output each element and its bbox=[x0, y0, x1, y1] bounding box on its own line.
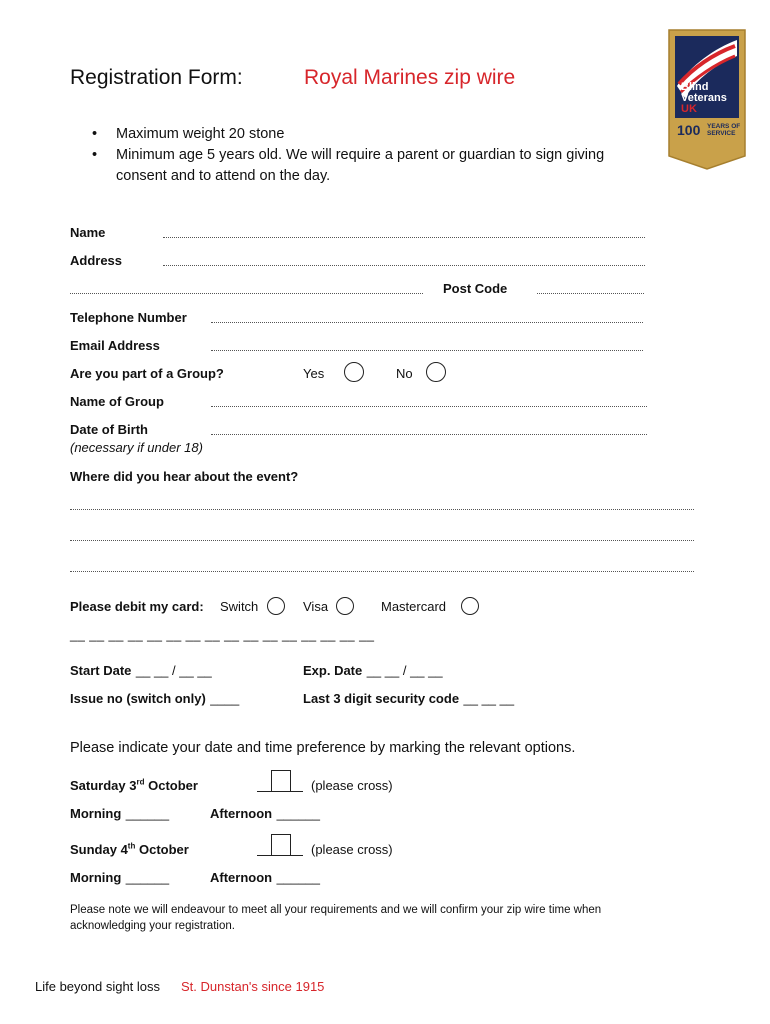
hear-field-2[interactable] bbox=[70, 540, 694, 541]
saturday-afternoon-field[interactable]: ______ bbox=[276, 806, 320, 821]
issue-label: Issue no (switch only) bbox=[70, 691, 206, 706]
visa-label: Visa bbox=[303, 599, 329, 614]
saturday-morning-row bbox=[70, 805, 169, 823]
saturday-please-cross: (please cross) bbox=[311, 778, 393, 793]
switch-label: Switch bbox=[220, 599, 259, 614]
sunday-label: Sunday 4th October bbox=[70, 841, 189, 857]
start-date-label: Start Date bbox=[70, 663, 132, 678]
exp-date-label: Exp. Date bbox=[303, 663, 363, 678]
email-field[interactable] bbox=[211, 350, 643, 351]
saturday-morning-label: Morning bbox=[70, 806, 122, 821]
form-title: Registration Form: bbox=[70, 66, 243, 89]
saturday-afternoon-row bbox=[210, 805, 320, 823]
group-name-label: Name of Group bbox=[70, 394, 164, 409]
sunday-morning-field[interactable]: ______ bbox=[125, 870, 170, 885]
yes-radio[interactable] bbox=[344, 362, 364, 382]
address-label: Address bbox=[70, 253, 123, 268]
address-field-1[interactable] bbox=[163, 265, 645, 266]
debit-label: Please debit my card: bbox=[70, 599, 204, 614]
no-radio[interactable] bbox=[426, 362, 446, 382]
start-date-field[interactable]: __ __ / __ __ bbox=[135, 663, 212, 678]
name-field[interactable] bbox=[163, 237, 645, 238]
exp-date-field[interactable]: __ __ / __ __ bbox=[366, 663, 443, 678]
mastercard-radio[interactable] bbox=[461, 597, 479, 615]
logo-line1: Blind bbox=[681, 81, 709, 93]
requirements-list bbox=[70, 124, 650, 187]
sunday-cross-box[interactable] bbox=[271, 834, 291, 856]
security-label: Last 3 digit security code bbox=[303, 691, 460, 706]
saturday-afternoon-label: Afternoon bbox=[210, 806, 273, 821]
dob-field[interactable] bbox=[211, 434, 647, 435]
exp-date-row bbox=[303, 662, 443, 680]
postcode-label: Post Code bbox=[443, 281, 508, 296]
logo-years: 100 bbox=[677, 122, 701, 138]
yes-label: Yes bbox=[303, 366, 325, 381]
dob-note: (necessary if under 18) bbox=[70, 440, 203, 455]
logo-service: SERVICE bbox=[707, 130, 736, 137]
requirement-item: • Maximum weight 20 stone bbox=[92, 126, 285, 142]
footer-since: St. Dunstan's since 1915 bbox=[181, 979, 325, 994]
preferences-intro: Please indicate your date and time preference by marking the relevant options. bbox=[70, 740, 576, 756]
security-field[interactable]: __ __ __ bbox=[463, 691, 515, 706]
confirmation-note: Please note we will endeavour to meet all your requirements and we will confirm your zip wire time when acknowledging your registration. bbox=[70, 904, 602, 932]
no-label: No bbox=[396, 366, 413, 381]
mastercard-label: Mastercard bbox=[381, 599, 447, 614]
group-name-field[interactable] bbox=[211, 406, 647, 407]
issue-field[interactable]: ____ bbox=[210, 691, 240, 706]
name-label: Name bbox=[70, 225, 106, 240]
blind-veterans-logo bbox=[665, 26, 749, 171]
telephone-label: Telephone Number bbox=[70, 310, 187, 325]
sunday-afternoon-label: Afternoon bbox=[210, 870, 273, 885]
hear-field-3[interactable] bbox=[70, 571, 694, 572]
event-title: Royal Marines zip wire bbox=[304, 66, 516, 89]
telephone-field[interactable] bbox=[211, 322, 643, 323]
start-date-row bbox=[70, 662, 212, 680]
postcode-field[interactable] bbox=[537, 293, 644, 294]
logo-years-of: YEARS OF bbox=[707, 123, 741, 130]
sunday-morning-row bbox=[70, 869, 169, 887]
hear-label: Where did you hear about the event? bbox=[70, 469, 299, 484]
sunday-afternoon-row bbox=[210, 869, 320, 887]
footer-tagline: Life beyond sight loss bbox=[35, 979, 161, 994]
card-number-field[interactable]: __ __ __ __ __ __ __ __ __ __ __ __ __ __ __ __ bbox=[70, 627, 375, 642]
sunday-please-cross: (please cross) bbox=[311, 842, 393, 857]
saturday-label: Saturday 3rd October bbox=[70, 777, 198, 793]
logo-line2: Veterans bbox=[681, 92, 727, 104]
requirement-item: • Minimum age 5 years old. We will require a parent or guardian to sign giving consent and to attend on the day. bbox=[92, 147, 605, 184]
logo-line3: UK bbox=[681, 103, 697, 115]
address-field-2[interactable] bbox=[70, 293, 423, 294]
dob-label: Date of Birth bbox=[70, 422, 148, 437]
hear-field-1[interactable] bbox=[70, 509, 694, 510]
sunday-morning-label: Morning bbox=[70, 870, 122, 885]
group-question: Are you part of a Group? bbox=[70, 366, 224, 381]
email-label: Email Address bbox=[70, 338, 160, 353]
visa-radio[interactable] bbox=[336, 597, 354, 615]
switch-radio[interactable] bbox=[267, 597, 285, 615]
security-row bbox=[303, 690, 514, 708]
sunday-afternoon-field[interactable]: ______ bbox=[276, 870, 320, 885]
saturday-morning-field[interactable]: ______ bbox=[125, 806, 170, 821]
issue-row bbox=[70, 690, 239, 708]
saturday-cross-box[interactable] bbox=[271, 770, 291, 792]
